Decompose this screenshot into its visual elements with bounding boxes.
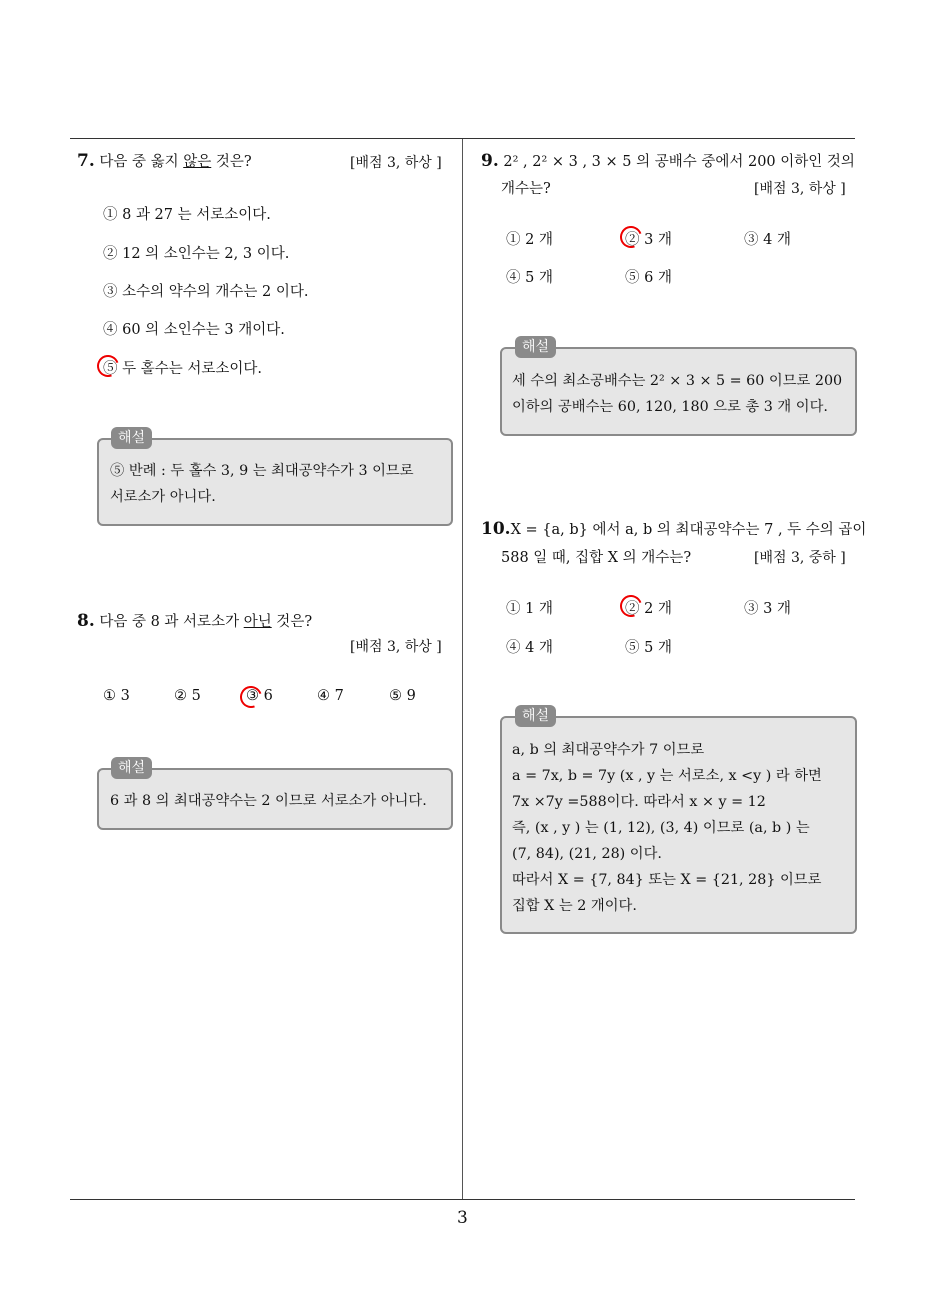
q9-option-4[interactable]: ④ 5 개 [506, 270, 553, 286]
q10-solution-line-4: 즉, (x , y ) 는 (1, 12), (3, 4) 이므로 (a, b ) 는 [512, 820, 810, 836]
q7-option-2[interactable]: ② 12 의 소인수는 2, 3 이다. [103, 246, 290, 262]
q8-underline: 아닌 [243, 614, 272, 630]
q10-solution-line-3: 7x ×7y =588이다. 따라서 x × y = 12 [512, 794, 766, 810]
q8-meta: [배점 3, 하상 ] [350, 639, 442, 655]
q9-stem-line-1: 9. 2² , 2² × 3 , 3 × 5 의 공배수 중에서 200 이하인 것의 [481, 151, 855, 171]
q9-number: 9. [481, 151, 499, 171]
q8-solution-tag: 해설 [111, 757, 152, 779]
q10-option-3[interactable]: ③ 3 개 [744, 601, 791, 617]
q10-option-4[interactable]: ④ 4 개 [506, 640, 553, 656]
q10-option-1[interactable]: ① 1 개 [506, 601, 553, 617]
q9-solution-box [500, 347, 857, 436]
q9-option-1[interactable]: ① 2 개 [506, 232, 553, 248]
q10-solution-line-7: 집합 X 는 2 개이다. [512, 898, 637, 914]
q8-option-5[interactable]: ⑤ 9 [389, 688, 416, 704]
q8-solution-line-1: 6 과 8 의 최대공약수는 2 이므로 서로소가 아니다. [110, 793, 427, 809]
q8-option-1[interactable]: ① 3 [103, 688, 130, 704]
q10-solution-line-2: a = 7x, b = 7y (x , y 는 서로소, x <y ) 라 하면 [512, 768, 822, 784]
q9-stem-line-2: 개수는? [501, 181, 551, 197]
q8-number: 8. [77, 611, 95, 631]
q7-option-5[interactable]: ⑤ 두 홀수는 서로소이다. [103, 361, 262, 377]
q10-number: 10. [481, 519, 511, 539]
q9-meta: [배점 3, 하상 ] [754, 181, 846, 197]
q8-option-2[interactable]: ② 5 [174, 688, 201, 704]
q10-solution-line-1: a, b 의 최대공약수가 7 이므로 [512, 742, 705, 758]
q9-option-5[interactable]: ⑤ 6 개 [625, 270, 672, 286]
q9-solution-tag: 해설 [515, 336, 556, 358]
q7-option-4[interactable]: ④ 60 의 소인수는 3 개이다. [103, 322, 285, 338]
q10-solution-line-6: 따라서 X = {7, 84} 또는 X = {21, 28} 이므로 [512, 872, 822, 888]
q7-option-1[interactable]: ① 8 과 27 는 서로소이다. [103, 207, 271, 223]
q10-meta: [배점 3, 중하 ] [754, 550, 846, 566]
q8-option-3[interactable]: ③ 6 [246, 688, 273, 704]
q7-solution-line-1: ⑤ 반례 : 두 홀수 3, 9 는 최대공약수가 3 이므로 [110, 463, 414, 479]
q8-answer-mark [236, 682, 265, 711]
q10-solution-line-5: (7, 84), (21, 28) 이다. [512, 846, 662, 862]
q8-option-4[interactable]: ④ 7 [317, 688, 344, 704]
page-number: 3 [457, 1208, 468, 1228]
q7-number: 7. [77, 151, 95, 171]
q7-solution-line-2: 서로소가 아니다. [110, 489, 216, 505]
q10-option-2[interactable]: ② 2 개 [625, 601, 672, 617]
q8-stem: 8. 다음 중 8 과 서로소가 아닌 것은? [77, 611, 313, 631]
q7-stem: 7. 다음 중 옳지 않은 것은? [77, 151, 252, 171]
q10-option-5[interactable]: ⑤ 5 개 [625, 640, 672, 656]
q9-solution-line-2: 이하의 공배수는 60, 120, 180 으로 총 3 개 이다. [512, 399, 828, 415]
q7-meta: [배점 3, 하상 ] [350, 155, 442, 171]
column-divider [462, 139, 463, 1199]
bottom-rule [70, 1199, 855, 1200]
q7-solution-tag: 해설 [111, 427, 152, 449]
q7-underline: 않은 [183, 154, 212, 170]
q10-stem-line-1: 10.X = {a, b} 에서 a, b 의 최대공약수는 7 , 두 수의 곱이 [481, 519, 867, 539]
q7-solution-box [97, 438, 453, 526]
q9-option-3[interactable]: ③ 4 개 [744, 232, 791, 248]
q9-option-2[interactable]: ② 3 개 [625, 232, 672, 248]
q10-stem-line-2: 588 일 때, 집합 X 의 개수는? [501, 550, 692, 566]
q9-solution-line-1: 세 수의 최소공배수는 2² × 3 × 5 = 60 이므로 200 [512, 373, 843, 389]
q7-option-3[interactable]: ③ 소수의 약수의 개수는 2 이다. [103, 284, 309, 300]
q10-solution-tag: 해설 [515, 705, 556, 727]
